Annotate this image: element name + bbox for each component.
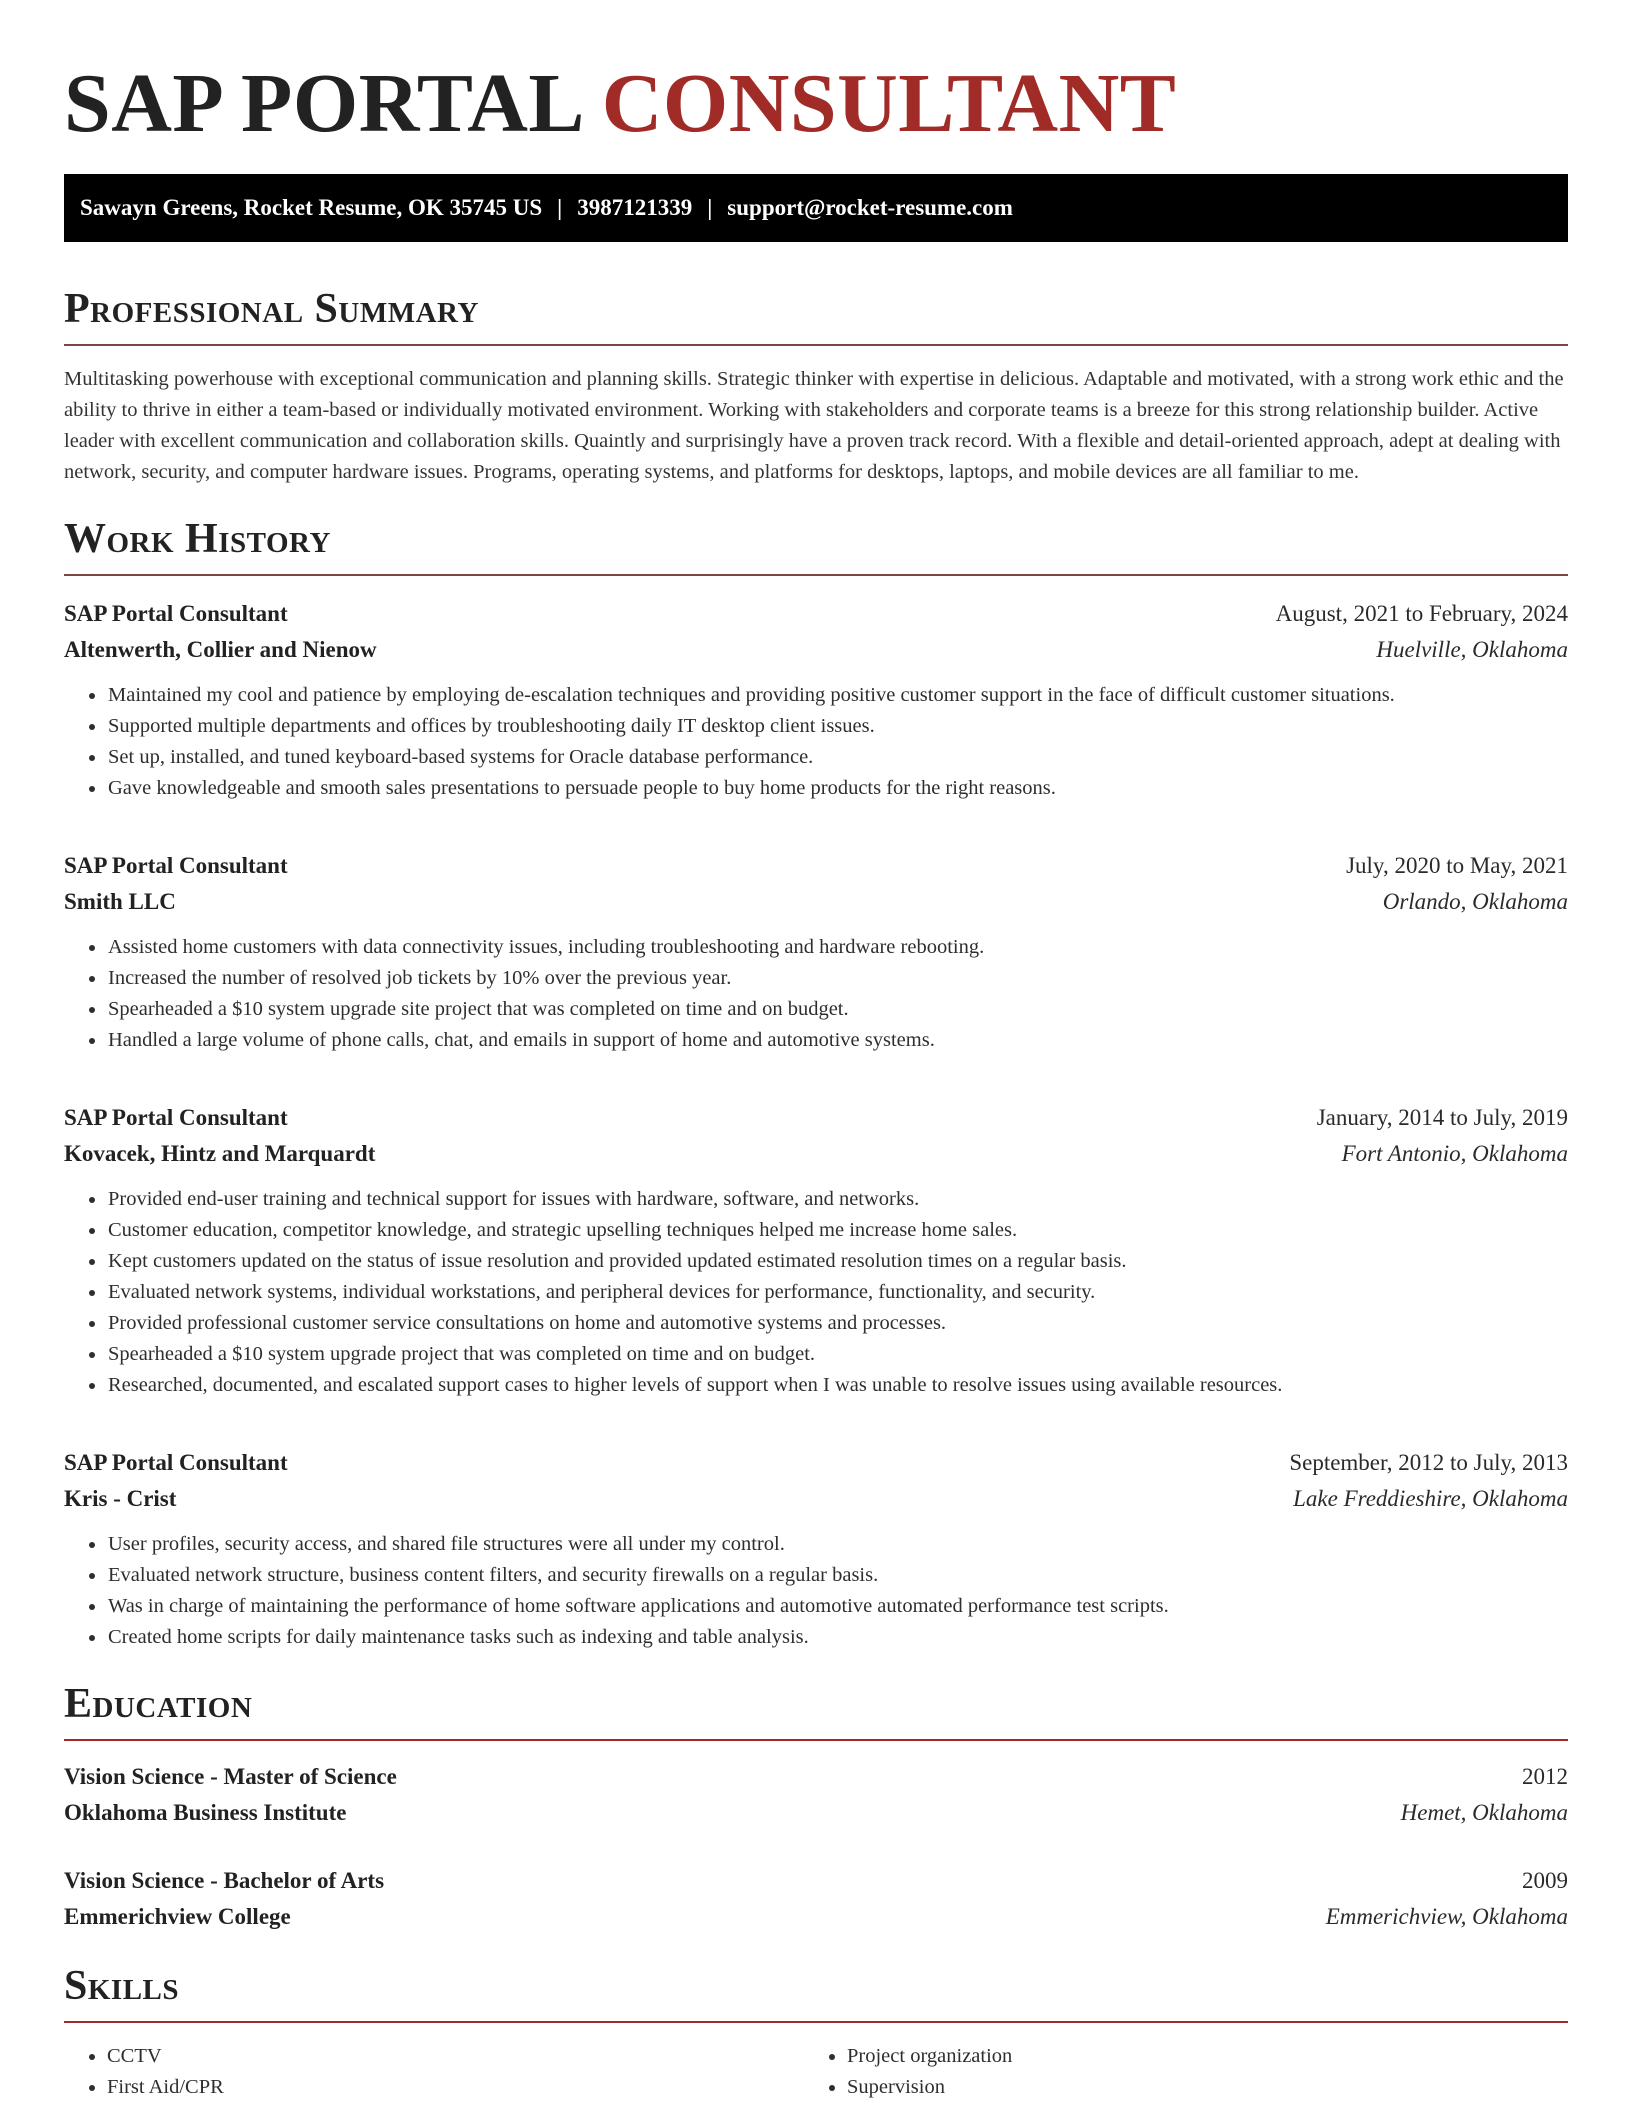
job-entry <box>64 1445 1568 1653</box>
contact-address: Sawayn Greens, Rocket Resume, OK 35745 US <box>80 195 543 220</box>
contact-email[interactable]: support@rocket-resume.com <box>727 195 1013 220</box>
job-company: Kovacek, Hintz and Marquardt <box>64 1141 376 1166</box>
job-dates: January, 2014 to July, 2019 <box>1316 1105 1568 1130</box>
job-company: Altenwerth, Collier and Nienow <box>64 637 377 662</box>
job-header-row <box>64 1100 1568 1136</box>
section-heading-skills: Skills <box>64 1963 1568 2023</box>
job-bullet: • Created home scripts for daily maintenance tasks such as indexing and table analysis. <box>107 1622 1568 1653</box>
job-bullet: • Supported multiple departments and offices by troubleshooting daily IT desktop client issues. <box>107 711 1568 742</box>
skill-item: • First Aid/CPR <box>107 2072 804 2103</box>
education-entry <box>64 1863 1568 1935</box>
contact-bar <box>64 174 1568 242</box>
job-bullet: • Spearheaded a $10 system upgrade project that was completed on time and on budget. <box>107 1339 1568 1370</box>
job-dates: July, 2020 to May, 2021 <box>1346 853 1568 878</box>
job-bullet: • Provided end-user training and technical support for issues with hardware, software, and networks. <box>107 1184 1568 1215</box>
job-bullet: • Assisted home customers with data connectivity issues, including troubleshooting and hardware rebooting. <box>107 932 1568 963</box>
job-company-row <box>64 632 1568 668</box>
job-company: Smith LLC <box>64 889 176 914</box>
contact-phone[interactable]: 3987121339 <box>577 195 693 220</box>
section-heading-education: Education <box>64 1681 1568 1741</box>
job-bullets <box>64 932 1568 1056</box>
job-header-row <box>64 848 1568 884</box>
job-bullet: • Researched, documented, and escalated support cases to higher levels of support when I was unable to resolve issues using available resources. <box>107 1370 1568 1401</box>
job-bullet: • Increased the number of resolved job tickets by 10% over the previous year. <box>107 963 1568 994</box>
job-location: Huelville, Oklahoma <box>1376 637 1568 662</box>
education-school: Emmerichview College <box>64 1904 291 1929</box>
job-bullet: • Set up, installed, and tuned keyboard-based systems for Oracle database performance. <box>107 742 1568 773</box>
summary-section <box>64 286 1568 488</box>
education-section <box>64 1681 1568 1935</box>
education-degree: Vision Science - Bachelor of Arts <box>64 1868 385 1893</box>
title-main: SAP PORTAL <box>64 57 581 150</box>
education-location: Emmerichview, Oklahoma <box>1325 1904 1568 1929</box>
job-entry <box>64 596 1568 804</box>
job-title: SAP Portal Consultant <box>64 601 288 626</box>
job-entry <box>64 1100 1568 1401</box>
job-title: SAP Portal Consultant <box>64 853 288 878</box>
education-entry <box>64 1759 1568 1831</box>
title-accent: CONSULTANT <box>601 57 1177 150</box>
summary-text: Multitasking powerhouse with exceptional communication and planning skills. Strategic thinker with expertise in delicious. Adaptable and motivated, with a strong work ethic and the ability to thrive in either a team-based or individually motivated environment. Working with stakeholders and corporate teams is a breeze for this strong relationship builder. Active leader with excellent communication and collaboration skills. Quaintly and surprisingly have a proven track record. With a flexible and detail-oriented approach, adept at dealing with network, security, and computer hardware issues. Programs, operating systems, and platforms for desktops, laptops, and mobile devices are all familiar to me. <box>64 368 1564 483</box>
job-company-row <box>64 1481 1568 1517</box>
work-history-section <box>64 516 1568 1653</box>
section-heading-work-history: Work History <box>64 516 1568 576</box>
job-bullet: • User profiles, security access, and shared file structures were all under my control. <box>107 1529 1568 1560</box>
job-bullet: • Provided professional customer service consultations on home and automotive systems and processes. <box>107 1308 1568 1339</box>
job-company-row <box>64 884 1568 920</box>
job-header-row <box>64 596 1568 632</box>
section-heading-summary: Professional Summary <box>64 286 1568 346</box>
education-school-row <box>64 1795 1568 1831</box>
job-bullet: • Evaluated network systems, individual workstations, and peripheral devices for performance, functionality, and security. <box>107 1277 1568 1308</box>
job-title: SAP Portal Consultant <box>64 1450 288 1475</box>
job-company: Kris - Crist <box>64 1486 177 1511</box>
job-header-row <box>64 1445 1568 1481</box>
job-entry <box>64 848 1568 1056</box>
job-bullet: • Spearheaded a $10 system upgrade site project that was completed on time and on budget. <box>107 994 1568 1025</box>
job-title: SAP Portal Consultant <box>64 1105 288 1130</box>
job-dates: September, 2012 to July, 2013 <box>1289 1450 1568 1475</box>
skills-section <box>64 1963 1568 2103</box>
skills-column-left <box>64 2041 804 2103</box>
job-company-row <box>64 1136 1568 1172</box>
job-bullet: • Customer education, competitor knowledge, and strategic upselling techniques helped me increase home sales. <box>107 1215 1568 1246</box>
skill-item: • Supervision <box>847 2072 1544 2103</box>
job-bullet: • Was in charge of maintaining the performance of home software applications and automotive automated performance test scripts. <box>107 1591 1568 1622</box>
job-location: Fort Antonio, Oklahoma <box>1341 1141 1568 1166</box>
education-degree-row <box>64 1863 1568 1899</box>
job-bullet: • Evaluated network structure, business content filters, and security firewalls on a regular basis. <box>107 1560 1568 1591</box>
skills-column-right <box>804 2041 1544 2103</box>
resume-title <box>64 0 1568 150</box>
education-location: Hemet, Oklahoma <box>1400 1800 1568 1825</box>
job-location: Orlando, Oklahoma <box>1382 889 1568 914</box>
skills-grid <box>64 2041 1568 2103</box>
education-degree: Vision Science - Master of Science <box>64 1764 397 1789</box>
education-school: Oklahoma Business Institute <box>64 1800 347 1825</box>
job-bullets <box>64 1529 1568 1653</box>
education-year: 2012 <box>1522 1764 1568 1789</box>
contact-separator: | <box>557 195 563 220</box>
job-bullet: • Maintained my cool and patience by employing de-escalation techniques and providing positive customer support in the face of difficult customer situations. <box>107 680 1568 711</box>
contact-separator: | <box>707 195 713 220</box>
job-dates: August, 2021 to February, 2024 <box>1275 601 1568 626</box>
education-degree-row <box>64 1759 1568 1795</box>
job-bullets <box>64 680 1568 804</box>
job-bullet: • Handled a large volume of phone calls, chat, and emails in support of home and automotive systems. <box>107 1025 1568 1056</box>
job-bullet: • Gave knowledgeable and smooth sales presentations to persuade people to buy home products for the right reasons. <box>107 773 1568 804</box>
job-bullet: • Kept customers updated on the status of issue resolution and provided updated estimated resolution times on a regular basis. <box>107 1246 1568 1277</box>
education-school-row <box>64 1899 1568 1935</box>
skill-item: • Project organization <box>847 2041 1544 2072</box>
job-location: Lake Freddieshire, Oklahoma <box>1293 1486 1568 1511</box>
education-year: 2009 <box>1522 1868 1568 1893</box>
skill-item: • CCTV <box>107 2041 804 2072</box>
job-bullets <box>64 1184 1568 1401</box>
